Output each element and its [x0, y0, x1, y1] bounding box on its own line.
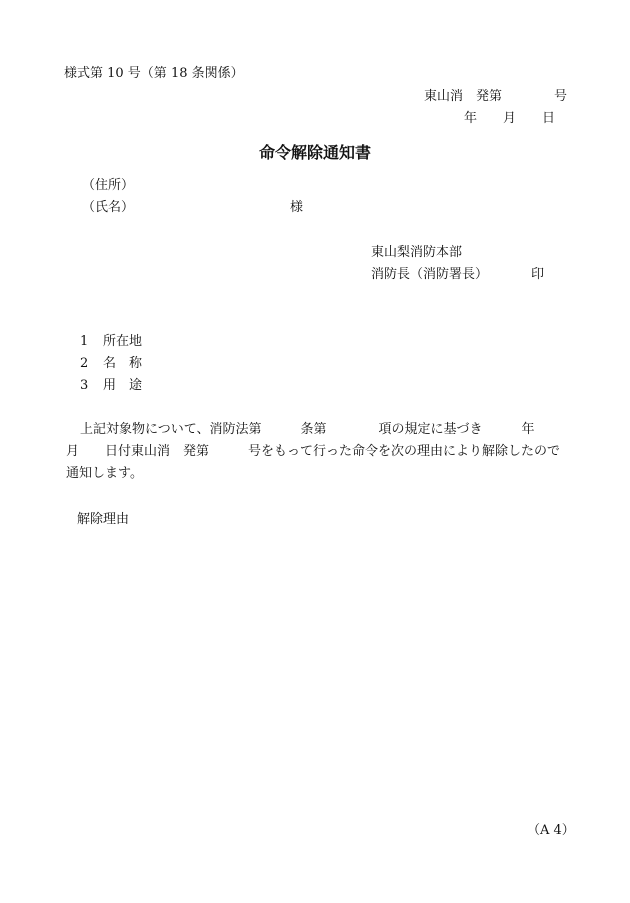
recipient-name-label: （氏名） [82, 200, 135, 215]
body-line-1: 上記対象物について、消防法第 条第 項の規定に基づき 年 [80, 422, 535, 437]
item-number: 2 [80, 356, 89, 371]
paper-size-label: （A 4） [527, 823, 575, 838]
item-number: 1 [80, 334, 89, 349]
item-label: 所在地 [103, 334, 143, 349]
reason-label: 解除理由 [77, 512, 130, 527]
seal-mark: 印 [531, 267, 545, 282]
item-label: 用 途 [103, 378, 143, 393]
document-number: 東山消 発第 号 [424, 89, 568, 104]
recipient-address-label: （住所） [82, 178, 135, 193]
document-date: 年 月 日 [464, 111, 556, 126]
recipient-honorific: 様 [290, 200, 304, 215]
body-line-3: 通知します。 [66, 466, 143, 481]
item-label: 名 称 [103, 356, 143, 371]
sender-organization: 東山梨消防本部 [371, 245, 463, 260]
item-number: 3 [80, 378, 89, 393]
body-line-2: 月 日付東山消 発第 号をもって行った命令を次の理由により解除したので [66, 444, 561, 459]
sender-chief: 消防長（消防署長） [371, 267, 489, 282]
page-title: 命令解除通知書 [258, 143, 371, 162]
form-number-label: 様式第 10 号（第 18 条関係） [64, 66, 244, 81]
